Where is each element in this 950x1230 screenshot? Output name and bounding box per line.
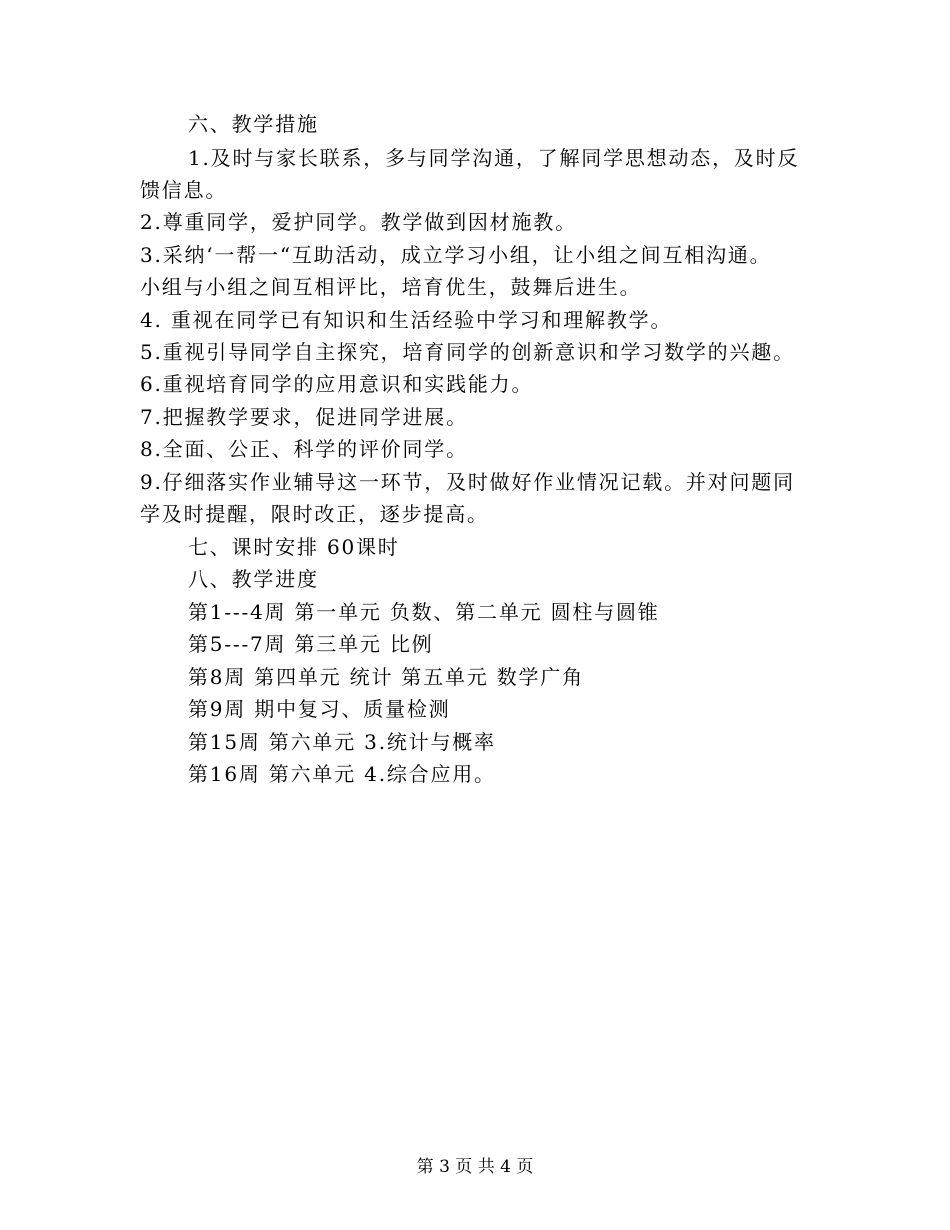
section-6-heading: 六、教学措施	[188, 112, 319, 136]
schedule-row: 第8周 第四单元 统计 第五单元 数学广角	[188, 665, 584, 689]
measure-item-9-line-2: 学及时提醒，限时改正，逐步提高。	[140, 502, 489, 526]
measure-item-6: 6.重视培育同学的应用意识和实践能力。	[140, 372, 534, 396]
schedule-row: 第9周 期中复习、质量检测	[188, 697, 451, 721]
measure-item-2: 2.尊重同学，爱护同学。教学做到因材施教。	[140, 210, 577, 234]
measure-item-4: 4. 重视在同学已有知识和生活经验中学习和理解教学。	[140, 308, 673, 332]
section-8-heading: 八、教学进度	[188, 567, 319, 591]
measure-item-1-line-1: 1.及时与家长联系，多与同学沟通，了解同学思想动态，及时反	[188, 146, 800, 170]
measure-item-1-line-2: 馈信息。	[140, 178, 228, 202]
measure-item-5: 5.重视引导同学自主探究，培育同学的创新意识和学习数学的兴趣。	[140, 340, 795, 364]
measure-item-3-line-2: 小组与小组之间互相评比，培育优生，鼓舞后进生。	[140, 275, 642, 299]
measure-item-3-line-1: 3.采纳‘一帮一“互助活动，成立学习小组，让小组之间互相沟通。	[140, 243, 772, 267]
schedule-row: 第15周 第六单元 3.统计与概率	[188, 730, 496, 754]
schedule-row: 第16周 第六单元 4.综合应用。	[188, 762, 496, 786]
schedule-row: 第1---4周 第一单元 负数、第二单元 圆柱与圆锥	[188, 600, 660, 624]
page-number-footer: 第 3 页 共 4 页	[416, 1157, 534, 1177]
measure-item-7: 7.把握教学要求，促进同学进展。	[140, 405, 468, 429]
measure-item-9-line-1: 9.仔细落实作业辅导这一环节，及时做好作业情况记载。并对问题同	[140, 470, 795, 494]
section-7-heading: 七、课时安排 60课时	[188, 535, 400, 559]
schedule-row: 第5---7周 第三单元 比例	[188, 632, 434, 656]
measure-item-8: 8.全面、公正、科学的评价同学。	[140, 437, 468, 461]
